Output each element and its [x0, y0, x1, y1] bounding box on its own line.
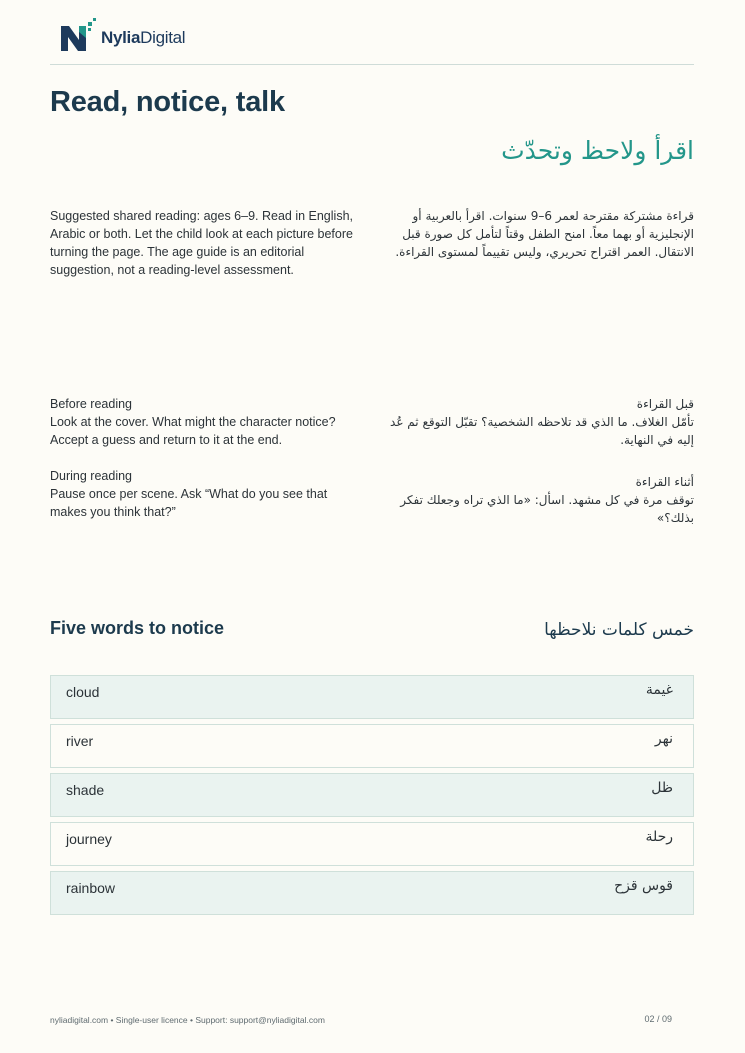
page-number: 02 / 09 — [644, 1014, 672, 1024]
before-reading-body-arabic: تأمّل الغلاف. ما الذي قد تلاحظه الشخصية؟ تقبّل التوقع ثم عُد إليه في النهاية. — [390, 415, 694, 447]
during-reading-heading-arabic: أثناء القراءة — [635, 475, 694, 489]
word-row — [50, 724, 694, 768]
during-reading-body: Pause once per scene. Ask “What do you see that makes you think that?” — [50, 487, 328, 519]
during-reading-heading: During reading — [50, 469, 132, 483]
page-header — [50, 16, 694, 65]
page-title-arabic: اقرأ ولاحظ وتحدّث — [501, 136, 694, 165]
word-english: journey — [66, 831, 112, 847]
during-reading-block-arabic — [384, 473, 694, 527]
words-section-title-arabic: خمس كلمات نلاحظها — [544, 620, 694, 640]
word-arabic: ظل — [651, 780, 673, 796]
word-row — [50, 822, 694, 866]
word-row — [50, 773, 694, 817]
before-reading-block — [50, 395, 360, 449]
word-english: cloud — [66, 684, 100, 700]
word-english: rainbow — [66, 880, 116, 896]
word-arabic: رحلة — [645, 829, 673, 845]
during-reading-block — [50, 467, 360, 521]
before-reading-heading: Before reading — [50, 397, 133, 411]
brand-logo — [59, 18, 185, 52]
word-arabic: نهر — [654, 731, 673, 747]
word-english: river — [66, 733, 94, 749]
during-reading-body-arabic: توقف مرة في كل مشهد. اسأل: «ما الذي تراه وجعلك تفكر بذلك؟» — [400, 493, 694, 525]
word-arabic: غيمة — [645, 682, 673, 698]
footer-info: nyliadigital.com • Single-user licence • Support: support@nyliadigital.com — [50, 1015, 325, 1025]
words-section-title: Five words to notice — [50, 618, 225, 638]
word-row — [50, 675, 694, 719]
word-row — [50, 871, 694, 915]
nylia-logo-icon — [59, 18, 97, 52]
before-reading-heading-arabic: قبل القراءة — [636, 397, 694, 411]
page-title: Read, notice, talk — [50, 86, 285, 118]
word-english: shade — [66, 782, 105, 798]
before-reading-body: Look at the cover. What might the character notice? Accept a guess and return to it at the end. — [50, 415, 336, 447]
before-reading-block-arabic — [384, 395, 694, 449]
brand-name: NyliaDigital — [101, 28, 186, 47]
word-list — [50, 675, 694, 920]
intro-text-arabic: قراءة مشتركة مقترحة لعمر 6–9 سنوات. اقرأ بالعربية أو الإنجليزية أو بهما معاً. امنح الطفل وقتاً لتأمل كل صورة قبل الانتقال. العمر اقتراح تحريري، وليس تقييماً لمستوى القراءة. — [395, 209, 694, 259]
word-arabic: قوس قزح — [614, 878, 673, 894]
intro-text: Suggested shared reading: ages 6–9. Read in English, Arabic or both. Let the child look at each picture before turning the page. The age guide is an editorial suggestion, not a reading-level assessment. — [50, 209, 353, 277]
